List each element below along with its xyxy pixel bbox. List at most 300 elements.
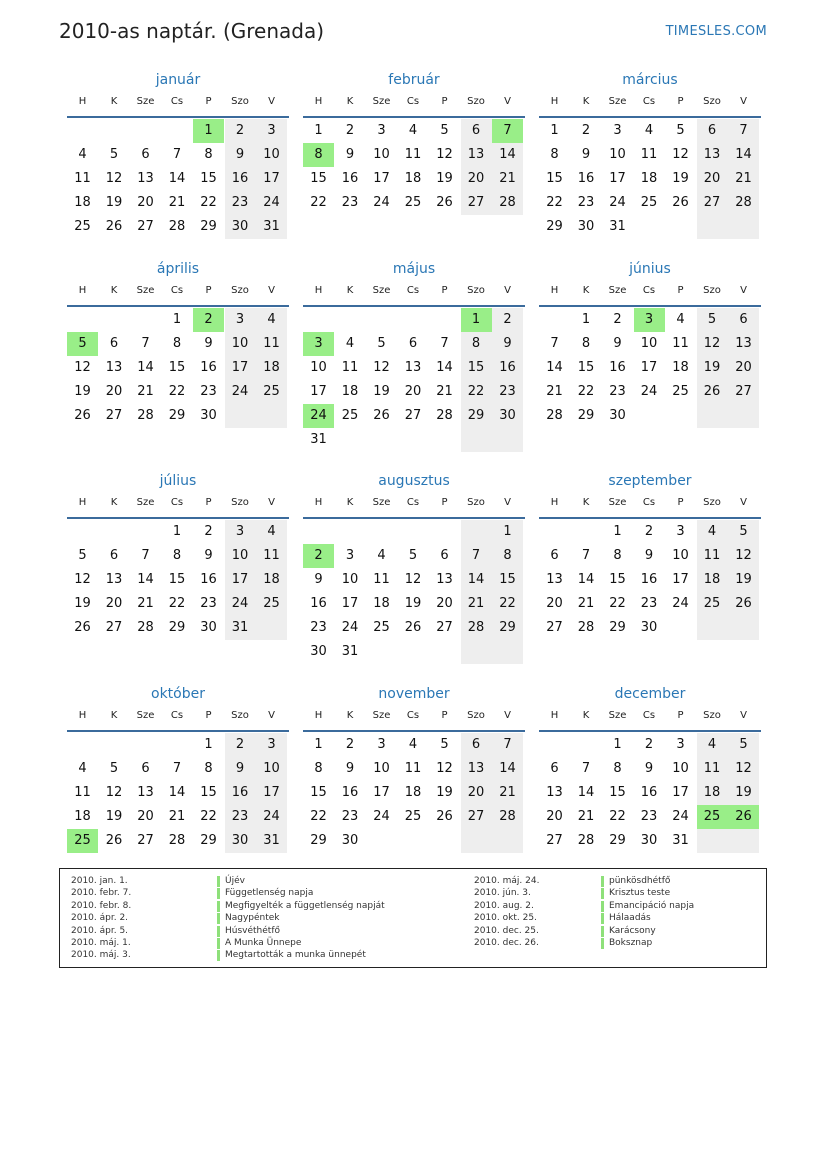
day-cell: 17: [341, 596, 359, 611]
day-cell: 28: [461, 616, 492, 640]
weekday-label: K: [346, 285, 354, 296]
legend-date: 2010. febr. 7.: [71, 888, 132, 899]
day-cell: 14: [492, 757, 523, 781]
header-rule: [67, 517, 289, 519]
weekday-label: V: [740, 497, 747, 508]
day-cell: 24: [341, 620, 359, 635]
weekday-label: Szo: [231, 710, 249, 721]
day-cell: 22: [461, 380, 492, 404]
holiday-day-cell: 3: [303, 332, 334, 356]
day-cell: 11: [404, 147, 422, 162]
weekday-label: Cs: [642, 285, 656, 296]
day-cell: 17: [672, 572, 689, 587]
day-cell: 6: [697, 119, 728, 143]
holiday-day-cell: 5: [67, 332, 98, 356]
legend-date: 2010. dec. 26.: [474, 938, 539, 948]
weekday-label: Szo: [231, 285, 249, 296]
day-cell: 10: [640, 336, 658, 351]
day-cell: 4: [256, 520, 287, 544]
legend-holiday-name: Boksznap: [609, 938, 653, 948]
day-cell: 20: [137, 809, 154, 824]
day-cell: 9: [225, 757, 256, 781]
day-cell: 29: [168, 620, 186, 635]
weekend-cell: [256, 616, 287, 640]
weekday-label: H: [550, 285, 559, 296]
day-cell: 5: [676, 123, 685, 138]
day-cell: 16: [577, 171, 595, 186]
day-cell: 28: [168, 219, 186, 234]
day-cell: 8: [204, 761, 213, 776]
weekday-label: Sze: [608, 285, 627, 296]
day-cell: 25: [74, 219, 91, 234]
day-cell: 16: [640, 572, 658, 587]
day-cell: 22: [577, 384, 595, 399]
brand-link[interactable]: TIMESLES.COM: [665, 24, 767, 39]
day-cell: 18: [74, 195, 91, 210]
header-rule: [539, 517, 761, 519]
weekend-cell: [461, 520, 492, 544]
day-cell: 22: [310, 195, 327, 210]
weekday-label: Cs: [406, 497, 420, 508]
day-cell: 28: [577, 833, 595, 848]
weekday-label: V: [740, 285, 747, 296]
day-cell: 21: [436, 384, 453, 399]
weekday-label: Cs: [406, 96, 420, 107]
day-cell: 28: [492, 191, 523, 215]
month-name: április: [156, 261, 200, 277]
weekend-cell: [728, 616, 759, 640]
day-cell: 12: [728, 757, 759, 781]
day-cell: 13: [546, 572, 563, 587]
day-cell: 15: [200, 785, 217, 800]
day-cell: 9: [613, 336, 622, 351]
day-cell: 14: [168, 785, 186, 800]
day-cell: 6: [109, 336, 119, 351]
day-cell: 14: [577, 572, 595, 587]
day-cell: 15: [200, 171, 217, 186]
day-cell: 9: [225, 143, 256, 167]
day-cell: 3: [256, 119, 287, 143]
weekday-label: Szo: [467, 96, 485, 107]
legend-item: [474, 887, 754, 899]
day-cell: 9: [314, 572, 323, 587]
weekday-label: Sze: [372, 710, 391, 721]
weekday-label: P: [441, 285, 448, 296]
weekday-label: Cs: [642, 497, 656, 508]
day-cell: 14: [546, 360, 563, 375]
holiday-day-cell: 25: [697, 805, 728, 829]
day-cell: 17: [225, 356, 256, 380]
weekday-header: [67, 497, 289, 513]
day-cell: 31: [609, 219, 626, 234]
day-cell: 17: [373, 171, 390, 186]
legend-date: 2010. okt. 25.: [474, 913, 537, 924]
day-cell: 31: [225, 616, 256, 640]
day-cell: 23: [577, 195, 595, 210]
day-cell: 19: [74, 384, 91, 399]
day-cell: 18: [640, 171, 658, 186]
day-cell: 19: [728, 568, 759, 592]
day-cell: 29: [609, 833, 626, 848]
month-name: július: [159, 473, 197, 489]
day-cell: 10: [341, 572, 359, 587]
day-cell: 21: [492, 781, 523, 805]
day-cell: 26: [74, 620, 91, 635]
day-cell: 24: [640, 384, 658, 399]
day-cell: 29: [546, 219, 563, 234]
legend-item: [71, 887, 351, 899]
day-cell: 6: [461, 733, 492, 757]
day-cell: 4: [408, 737, 418, 752]
day-cell: 28: [137, 620, 154, 635]
day-cell: 30: [200, 620, 217, 635]
legend-marker: [217, 888, 220, 899]
day-cell: 3: [256, 733, 287, 757]
legend-date: 2010. ápr. 2.: [71, 913, 129, 924]
day-cell: 11: [373, 572, 390, 587]
day-cell: 20: [137, 195, 154, 210]
day-cell: 15: [461, 356, 492, 380]
day-cell: 8: [613, 761, 622, 776]
legend-item: [71, 925, 351, 937]
month-name: január: [155, 72, 201, 88]
day-cell: 21: [728, 167, 759, 191]
day-cell: 13: [105, 572, 123, 587]
day-cell: 11: [672, 336, 689, 351]
day-cell: 6: [550, 548, 559, 563]
weekend-cell: [697, 616, 728, 640]
day-cell: 23: [200, 596, 217, 611]
day-cell: 30: [640, 833, 658, 848]
weekday-header: [67, 96, 289, 112]
holiday-day-cell: 8: [303, 143, 334, 167]
weekday-label: Szo: [467, 710, 485, 721]
legend-holiday-name: A Munka Ünnepe: [225, 938, 302, 948]
weekday-label: H: [78, 96, 87, 107]
day-cell: 7: [492, 733, 523, 757]
day-cell: 3: [676, 524, 685, 539]
weekday-label: P: [677, 497, 684, 508]
day-cell: 16: [341, 171, 359, 186]
weekend-cell: [461, 640, 492, 664]
day-cell: 26: [74, 408, 91, 423]
day-cell: 11: [404, 761, 422, 776]
weekday-label: V: [268, 96, 275, 107]
day-cell: 12: [404, 572, 422, 587]
weekday-label: K: [110, 497, 118, 508]
day-cell: 6: [408, 336, 418, 351]
day-cell: 7: [581, 548, 591, 563]
day-cell: 18: [404, 171, 422, 186]
legend-marker: [217, 901, 220, 912]
day-cell: 7: [440, 336, 449, 351]
weekday-label: H: [78, 497, 87, 508]
day-cell: 28: [546, 408, 563, 423]
header-rule: [539, 116, 761, 118]
day-cell: 14: [168, 171, 186, 186]
weekday-label: Sze: [372, 497, 391, 508]
day-cell: 29: [577, 408, 595, 423]
legend-item: [474, 875, 754, 887]
day-cell: 21: [137, 596, 154, 611]
legend-holiday-name: Emancipáció napja: [609, 900, 695, 911]
day-cell: 25: [341, 408, 359, 423]
weekday-label: Cs: [170, 285, 184, 296]
day-cell: 18: [404, 785, 422, 800]
day-cell: 8: [461, 332, 492, 356]
legend-marker: [601, 888, 604, 899]
weekday-label: K: [110, 710, 118, 721]
holiday-day-cell: 7: [492, 119, 523, 143]
day-cell: 22: [200, 195, 217, 210]
holiday-day-cell: 1: [193, 119, 224, 143]
weekend-cell: [728, 404, 759, 428]
day-cell: 8: [314, 761, 323, 776]
weekend-cell: [256, 404, 287, 428]
weekday-label: Szo: [231, 497, 249, 508]
weekday-label: Szo: [703, 96, 721, 107]
legend-holiday-name: Krisztus teste: [609, 888, 671, 899]
day-cell: 23: [341, 809, 359, 824]
weekday-header: [539, 96, 761, 112]
day-cell: 18: [341, 384, 359, 399]
legend-date: 2010. aug. 2.: [474, 900, 534, 911]
day-cell: 13: [546, 785, 563, 800]
day-cell: 16: [310, 596, 327, 611]
day-cell: 5: [440, 737, 449, 752]
day-cell: 2: [581, 123, 591, 138]
day-cell: 20: [105, 596, 123, 611]
day-cell: 24: [225, 380, 256, 404]
day-cell: 24: [256, 805, 287, 829]
day-cell: 18: [672, 360, 689, 375]
weekday-label: K: [346, 497, 354, 508]
day-cell: 4: [408, 123, 418, 138]
legend-item: [474, 912, 754, 924]
day-cell: 15: [310, 785, 327, 800]
day-cell: 1: [172, 524, 182, 539]
day-cell: 31: [256, 829, 287, 853]
day-cell: 1: [581, 312, 591, 327]
day-cell: 22: [609, 809, 626, 824]
day-cell: 27: [105, 408, 123, 423]
day-cell: 31: [341, 644, 359, 659]
legend-item: [71, 937, 351, 949]
weekday-label: P: [205, 710, 212, 721]
legend-marker: [601, 938, 604, 949]
day-cell: 21: [492, 167, 523, 191]
day-cell: 23: [225, 805, 256, 829]
weekend-cell: [728, 215, 759, 239]
day-cell: 25: [672, 384, 689, 399]
weekday-label: Sze: [372, 285, 391, 296]
weekday-label: Sze: [608, 497, 627, 508]
day-cell: 24: [256, 191, 287, 215]
day-cell: 18: [373, 596, 390, 611]
legend-holiday-name: Karácsony: [609, 925, 656, 936]
day-cell: 5: [109, 761, 119, 776]
day-cell: 3: [377, 737, 386, 752]
day-cell: 24: [373, 809, 390, 824]
day-cell: 27: [137, 833, 154, 848]
weekday-label: P: [441, 710, 448, 721]
weekday-label: K: [110, 285, 118, 296]
legend-marker: [217, 926, 220, 937]
day-cell: 2: [225, 119, 256, 143]
weekday-label: Cs: [642, 96, 656, 107]
day-cell: 22: [168, 596, 186, 611]
day-cell: 5: [440, 123, 449, 138]
day-cell: 19: [105, 195, 123, 210]
day-cell: 5: [377, 336, 386, 351]
weekday-label: V: [740, 710, 747, 721]
legend-date: 2010. máj. 3.: [71, 950, 131, 961]
day-cell: 25: [256, 592, 287, 616]
day-cell: 28: [168, 833, 186, 848]
day-cell: 11: [640, 147, 658, 162]
day-cell: 25: [256, 380, 287, 404]
day-cell: 14: [492, 143, 523, 167]
weekday-label: Szo: [231, 96, 249, 107]
day-cell: 5: [408, 548, 418, 563]
day-cell: 27: [546, 620, 563, 635]
month-name: június: [629, 261, 671, 277]
day-cell: 11: [74, 785, 91, 800]
day-cell: 7: [581, 761, 591, 776]
day-cell: 26: [672, 195, 689, 210]
day-cell: 24: [373, 195, 390, 210]
day-cell: 17: [640, 360, 658, 375]
day-cell: 11: [256, 332, 287, 356]
day-cell: 4: [676, 312, 685, 327]
day-cell: 26: [404, 620, 422, 635]
legend-marker: [601, 926, 604, 937]
day-cell: 8: [204, 147, 213, 162]
weekday-label: Sze: [608, 710, 627, 721]
day-cell: 13: [461, 143, 492, 167]
header-rule: [67, 730, 289, 732]
day-cell: 13: [404, 360, 422, 375]
day-cell: 23: [609, 384, 626, 399]
day-cell: 21: [137, 384, 154, 399]
day-cell: 27: [105, 620, 123, 635]
day-cell: 10: [672, 548, 689, 563]
weekday-label: V: [504, 710, 511, 721]
legend-item: [474, 900, 754, 912]
day-cell: 14: [728, 143, 759, 167]
legend-item: [71, 900, 385, 912]
day-cell: 8: [581, 336, 591, 351]
weekday-label: H: [550, 96, 559, 107]
weekday-label: Szo: [467, 497, 485, 508]
weekday-label: V: [740, 96, 747, 107]
day-cell: 24: [225, 592, 256, 616]
month-name: október: [151, 686, 205, 702]
day-cell: 15: [577, 360, 595, 375]
day-cell: 1: [172, 312, 182, 327]
legend-item: [71, 949, 366, 961]
day-cell: 15: [546, 171, 563, 186]
day-cell: 15: [168, 360, 186, 375]
weekday-header: [539, 285, 761, 301]
legend-item: [71, 912, 351, 924]
day-cell: 1: [613, 524, 622, 539]
day-cell: 20: [105, 384, 123, 399]
header-rule: [539, 730, 761, 732]
day-cell: 2: [225, 733, 256, 757]
day-cell: 12: [436, 761, 453, 776]
day-cell: 4: [256, 308, 287, 332]
holiday-legend: [59, 868, 767, 968]
day-cell: 8: [172, 336, 182, 351]
day-cell: 21: [168, 195, 186, 210]
weekday-label: V: [504, 497, 511, 508]
day-cell: 7: [172, 761, 182, 776]
day-cell: 18: [74, 809, 91, 824]
legend-holiday-name: Függetlenség napja: [225, 888, 314, 899]
day-cell: 9: [204, 548, 213, 563]
day-cell: 29: [609, 620, 626, 635]
day-cell: 13: [137, 171, 154, 186]
day-cell: 4: [345, 336, 355, 351]
weekend-cell: [492, 428, 523, 452]
day-cell: 13: [137, 785, 154, 800]
day-cell: 1: [314, 123, 323, 138]
day-cell: 26: [105, 833, 123, 848]
day-cell: 21: [461, 592, 492, 616]
day-cell: 27: [728, 380, 759, 404]
weekday-label: P: [205, 497, 212, 508]
day-cell: 18: [697, 568, 728, 592]
day-cell: 10: [672, 761, 689, 776]
day-cell: 28: [728, 191, 759, 215]
legend-marker: [601, 901, 604, 912]
day-cell: 30: [225, 215, 256, 239]
weekend-cell: [728, 829, 759, 853]
day-cell: 7: [141, 336, 150, 351]
day-cell: 10: [225, 544, 256, 568]
weekday-label: Cs: [170, 710, 184, 721]
day-cell: 19: [672, 171, 689, 186]
day-cell: 23: [310, 620, 327, 635]
day-cell: 3: [676, 737, 685, 752]
day-cell: 15: [609, 572, 626, 587]
day-cell: 22: [609, 596, 626, 611]
day-cell: 2: [644, 524, 654, 539]
weekday-header: [303, 96, 525, 112]
day-cell: 17: [609, 171, 626, 186]
day-cell: 3: [345, 548, 355, 563]
day-cell: 12: [105, 171, 123, 186]
day-cell: 13: [728, 332, 759, 356]
day-cell: 6: [141, 761, 150, 776]
day-cell: 1: [613, 737, 622, 752]
day-cell: 27: [404, 408, 422, 423]
legend-date: 2010. jan. 1.: [71, 876, 128, 886]
day-cell: 17: [256, 167, 287, 191]
legend-holiday-name: pünkösdhétfő: [609, 876, 671, 886]
weekday-header: [303, 497, 525, 513]
weekday-label: K: [582, 285, 590, 296]
weekend-cell: [492, 829, 523, 853]
day-cell: 25: [373, 620, 390, 635]
holiday-day-cell: 1: [461, 308, 492, 332]
day-cell: 18: [256, 568, 287, 592]
day-cell: 14: [577, 785, 595, 800]
weekend-cell: [461, 829, 492, 853]
day-cell: 20: [728, 356, 759, 380]
weekday-label: Cs: [406, 285, 420, 296]
